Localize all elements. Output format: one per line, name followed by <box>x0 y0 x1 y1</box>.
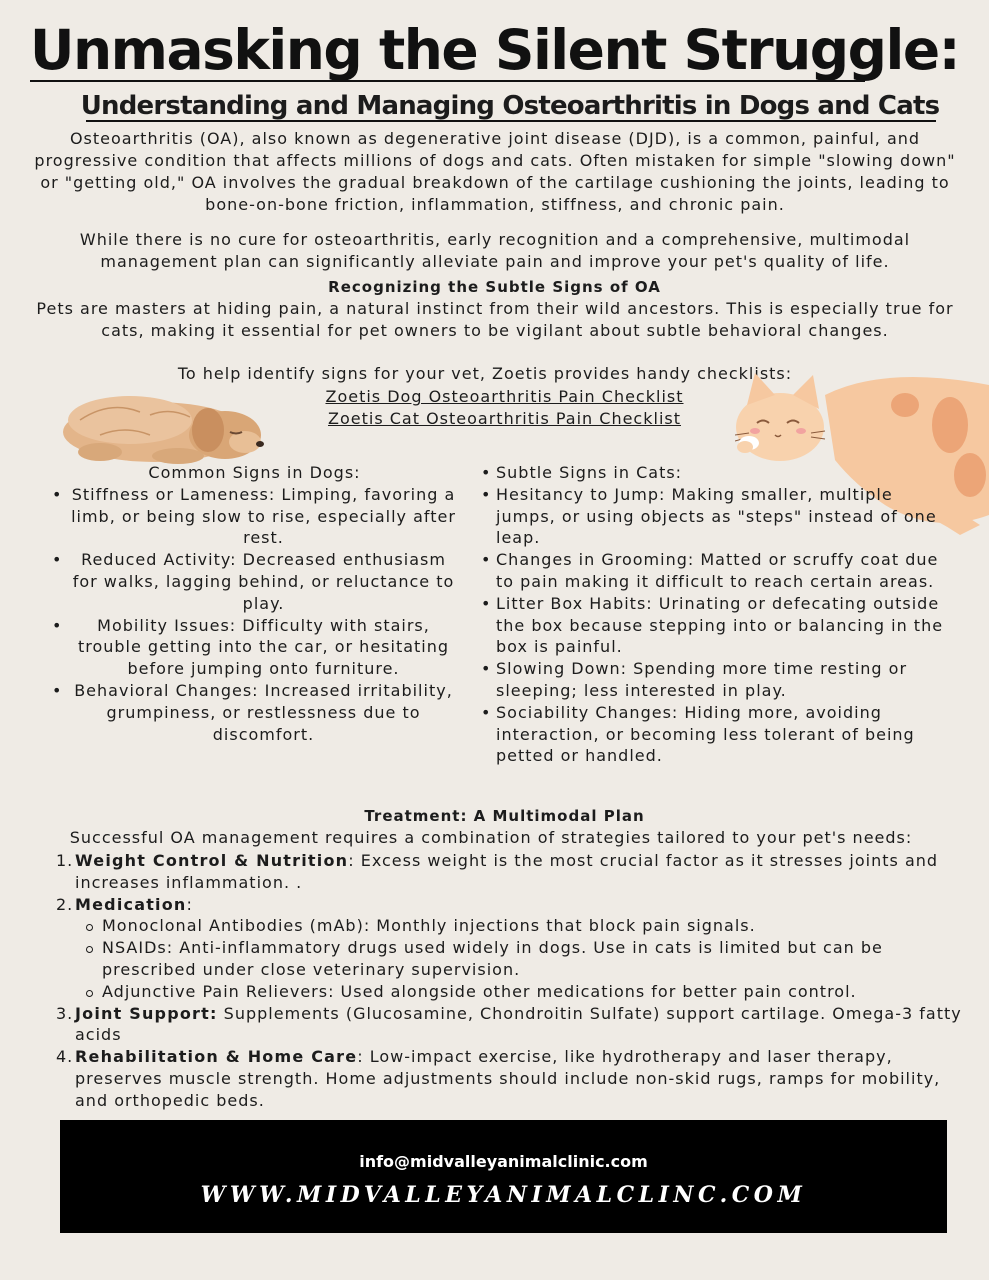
recognizing-heading: Recognizing the Subtle Signs of OA <box>328 278 661 296</box>
list-item: • Subtle Signs in Cats: <box>481 463 683 482</box>
circle-bullet-icon <box>86 924 93 931</box>
treatment-heading: Treatment: A Multimodal Plan <box>364 807 645 825</box>
footer-banner <box>60 1120 947 1233</box>
bullet: • <box>52 615 63 635</box>
checklist-intro: To help identify signs for your vet, Zoetis provides handy checklists: <box>177 364 793 383</box>
page-title: Unmasking the Silent Struggle: <box>29 18 960 82</box>
list-item: • Mobility Issues: Difficulty with stairs, trouble getting into the car, or hesitating before jumping onto furniture. <box>52 615 450 679</box>
dog-signs-list <box>52 484 457 746</box>
cat-signs-list <box>481 462 956 767</box>
list-item: • Hesitancy to Jump: Making smaller, multiple jumps, or using objects as "steps" instead of one leap. <box>481 484 937 548</box>
contact-email[interactable]: info@midvalleyanimalclinic.com <box>359 1152 648 1171</box>
bullet: • <box>481 463 492 482</box>
bullet: • <box>52 484 63 504</box>
list-item: NSAIDs: Anti-inflammatory drugs used widely in dogs. Use in cats is limited but can be prescribed under close veterinary supervision. <box>102 937 968 981</box>
medication-list <box>75 915 968 1002</box>
list-item: • Sociability Changes: Hiding more, avoiding interaction, or becoming less tolerant of being petted or handled. <box>481 702 915 766</box>
circle-bullet-icon <box>86 990 93 997</box>
circle-bullet-icon <box>86 946 93 953</box>
treatment-list <box>56 850 968 1112</box>
list-item: 2. Medication: Monoclonal Antibodies (mAb): Monthly injections that block pain signals. NSAIDs: Anti-inflammatory drugs used widely in dogs. Use in cats is limited but can be prescribed under close veterinary supervision. Adjunctive Pain Relievers: Used alongside other medications for better pain control. <box>56 894 968 1003</box>
list-item: Adjunctive Pain Relievers: Used alongside other medications for better pain control. <box>102 981 968 1003</box>
list-item: • Stiffness or Lameness: Limping, favoring a limb, or being slow to rise, especially after rest. <box>52 484 456 548</box>
list-item: 3. Joint Support: Supplements (Glucosamine, Chondroitin Sulfate) support cartilage. Omega-3 fatty acids <box>56 1003 962 1045</box>
list-item: • Changes in Grooming: Matted or scruffy coat due to pain making it difficult to reach certain areas. <box>481 550 939 591</box>
bullet: • <box>481 550 492 570</box>
bullet: • <box>481 593 492 613</box>
subtitle-underline <box>86 120 936 122</box>
list-item: • Reduced Activity: Decreased enthusiasm for walks, lagging behind, or reluctance to play. <box>52 550 455 613</box>
list-item: • Litter Box Habits: Urinating or defecating outside the box because stepping into or balancing in the box is painful. <box>481 593 944 657</box>
cat-checklist-link[interactable]: Zoetis Cat Osteoarthritis Pain Checklist <box>328 409 681 428</box>
list-item: • Behavioral Changes: Increased irritability, grumpiness, or restlessness due to discomfort. <box>52 680 453 744</box>
bullet: • <box>481 484 492 504</box>
dog-signs-title: Common Signs in Dogs: <box>148 463 361 482</box>
bullet: • <box>481 659 492 679</box>
intro-paragraph-1: Osteoarthritis (OA), also known as degenerative joint disease (DJD), is a common, painful, and progressive condition that affects millions of dogs and cats. Often mistaken for simple "slowing down" or "getting old," OA involves the gradual breakdown of the cartilage cushioning the joints, leading to bone-on-bone friction, inflammation, stiffness, and chronic pain. <box>34 129 956 214</box>
website-link[interactable]: WWW.MIDVALLEYANIMALCLINC.COM <box>200 1182 807 1208</box>
treatment-intro: Successful OA management requires a combination of strategies tailored to your pet's needs: <box>69 828 913 847</box>
intro-paragraph-2: While there is no cure for osteoarthritis, early recognition and a comprehensive, multimodal management plan can significantly alleviate pain and improve your pet's quality of life. <box>79 230 911 271</box>
recognizing-paragraph: Pets are masters at hiding pain, a natural instinct from their wild ancestors. This is especially true for cats, making it essential for pet owners to be vigilant about subtle behavioral changes. <box>36 299 954 340</box>
title-underline <box>30 80 865 82</box>
cat-signs-section <box>481 462 956 767</box>
list-item: 4. Rehabilitation & Home Care: Low-impact exercise, like hydrotherapy and laser therapy, preserves muscle strength. Home adjustments should include non-skid rugs, ramps for mobility, and orthopedic beds. <box>56 1047 941 1110</box>
bullet: • <box>52 680 63 700</box>
list-item: • Slowing Down: Spending more time resting or sleeping; less interested in play. <box>481 659 908 700</box>
list-item: 1. Weight Control & Nutrition: Excess weight is the most crucial factor as it stresses joints and increases inflammation. . <box>56 851 939 892</box>
bullet: • <box>52 550 63 570</box>
list-item: Monoclonal Antibodies (mAb): Monthly injections that block pain signals. <box>102 915 968 937</box>
bullet: • <box>481 702 492 722</box>
page-subtitle: Understanding and Managing Osteoarthritis in Dogs and Cats <box>80 91 940 121</box>
dog-checklist-link[interactable]: Zoetis Dog Osteoarthritis Pain Checklist <box>325 387 684 406</box>
treatment-list-section <box>56 850 968 1112</box>
dog-signs-section <box>52 462 457 745</box>
